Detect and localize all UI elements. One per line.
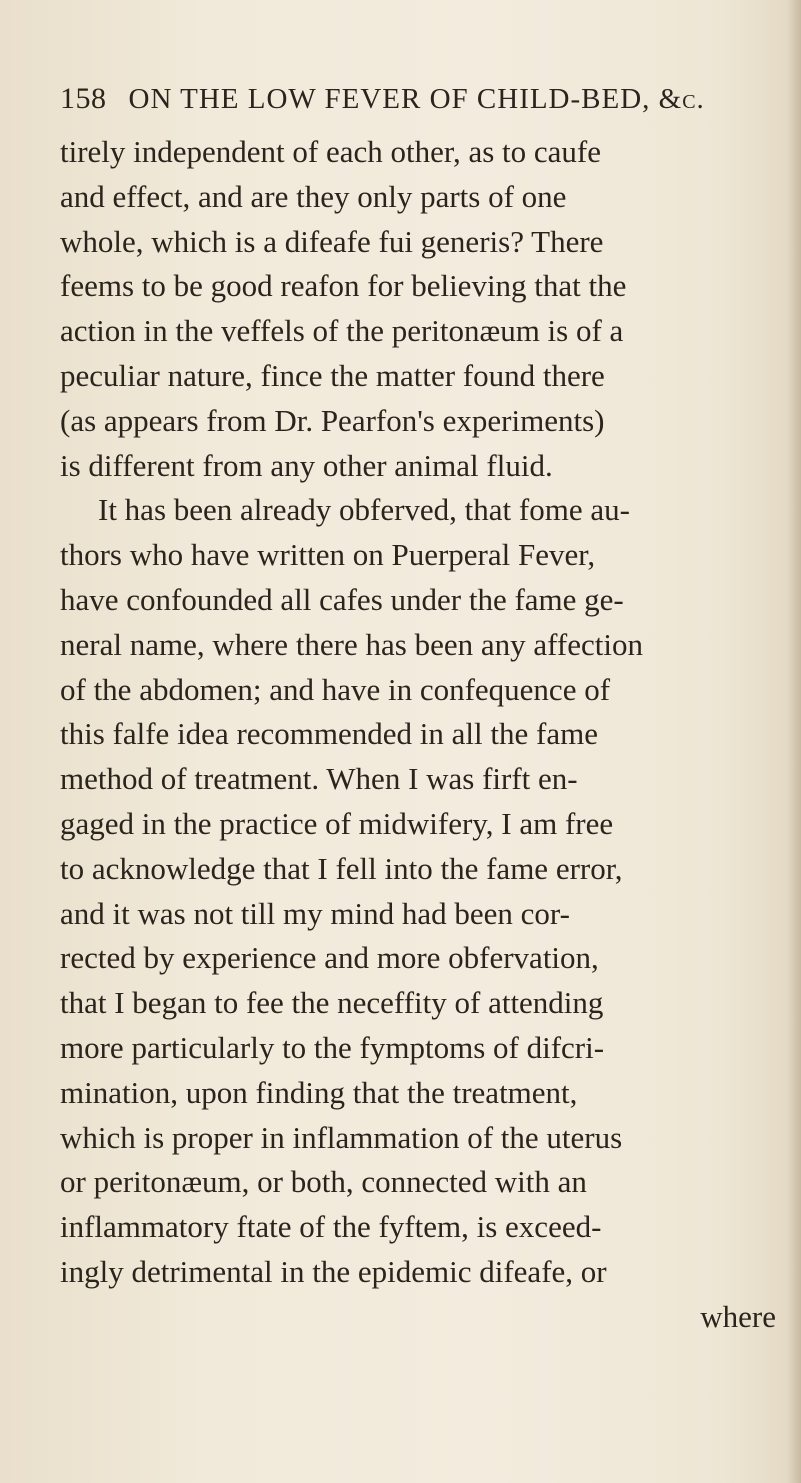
text-line: of the abdomen; and have in confequence of [60,671,611,707]
text-line: or peritonæum, or both, connected with an [60,1164,587,1200]
text-line: ingly detrimental in the epidemic difeafe, or [60,1253,607,1289]
text-line: action in the veffels of the peritonæum is of a [60,313,624,349]
text-line: have confounded all cafes under the fame ge- [60,581,624,617]
page-number: 158 [60,82,107,115]
page-edge-shadow [787,0,801,1483]
text-line: inflammatory ftate of the fyftem, is exceed- [60,1209,602,1245]
text-line: is different from any other animal fluid. [60,447,553,483]
paragraph-start-line: It has been already obferved, that fome au- [98,492,630,528]
text-line: rected by experience and more obfervation, [60,940,599,976]
text-line: that I began to fee the neceffity of attending [60,985,604,1021]
text-line: gaged in the practice of midwifery, I am free [60,805,614,841]
text-line: tirely independent of each other, as to caufe [60,134,602,169]
text-line: feems to be good reafon for believing that the [60,268,627,304]
text-line: this falfe idea recommended in all the fame [60,716,598,752]
running-head: ON THE LOW FEVER OF CHILD-BED, &c. [128,83,705,115]
text-line: more particularly to the fymptoms of difcri- [60,1029,605,1065]
text-line: to acknowledge that I fell into the fame error, [60,850,623,886]
text-line: which is proper in inflammation of the uterus [60,1119,623,1155]
page-header [60,82,760,116]
text-line: whole, which is a difeafe fui generis? There [60,223,604,259]
text-line: and effect, and are they only parts of one [60,178,567,214]
body-text [60,130,780,1340]
text-line: peculiar nature, fince the matter found there [60,357,605,393]
text-line: neral name, where there has been any affection [60,626,643,662]
text-line: method of treatment. When I was firft en- [60,761,578,797]
catchword: where [700,1298,776,1334]
text-line: mination, upon finding that the treatment, [60,1074,578,1110]
text-line: thors who have written on Puerperal Fever, [60,537,596,573]
text-line: (as appears from Dr. Pearfon's experiments) [60,402,605,438]
text-line: and it was not till my mind had been cor- [60,895,570,931]
